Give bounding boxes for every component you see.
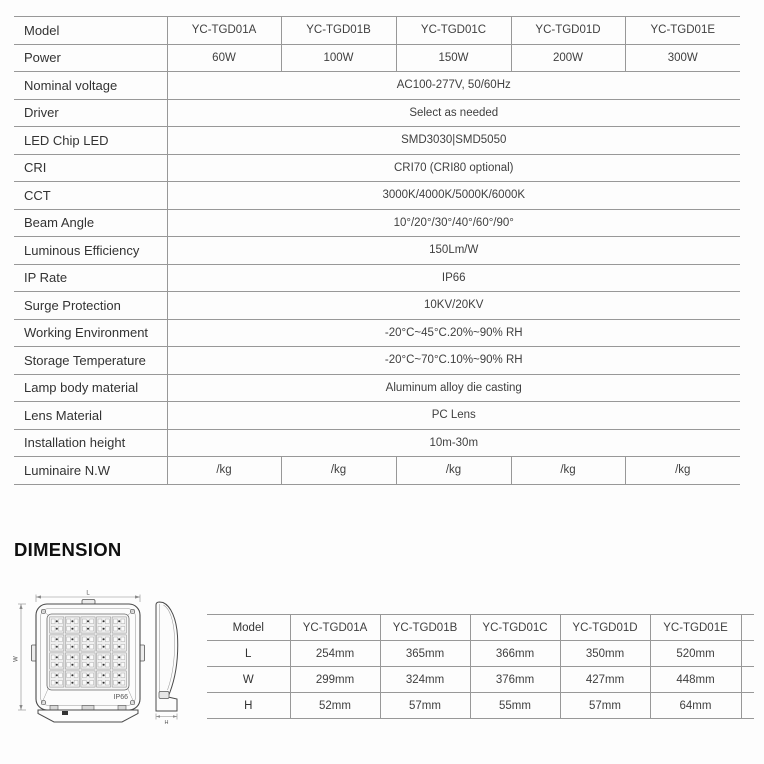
- spec-merged-value: 10°/20°/30°/40°/60°/90°: [167, 209, 740, 237]
- spec-value: /kg: [396, 457, 511, 485]
- spec-merged-value: Aluminum alloy die casting: [167, 374, 740, 402]
- dim-value: 520mm: [650, 641, 741, 667]
- spec-label: Lamp body material: [14, 374, 167, 402]
- spec-row-cri: [14, 154, 740, 182]
- spec-label: IP Rate: [14, 264, 167, 292]
- spec-row-nominal-voltage: [14, 72, 740, 100]
- spec-table: [14, 16, 740, 485]
- spec-merged-value: PC Lens: [167, 402, 740, 430]
- spec-label: Luminaire N.W: [14, 457, 167, 485]
- spec-row-cct: [14, 182, 740, 210]
- dim-row-height: [207, 693, 754, 719]
- spec-row-luminous-efficiency: [14, 237, 740, 265]
- dim-header-value: YC-TGD01D: [560, 615, 650, 641]
- spec-label: Installation height: [14, 429, 167, 457]
- dimension-table: [207, 614, 754, 719]
- dim-row-length: [207, 641, 754, 667]
- spec-row-surge-protection: [14, 292, 740, 320]
- spec-row-model: [14, 17, 740, 45]
- dim-spacer-cell: [741, 641, 754, 667]
- spec-value: YC-TGD01C: [396, 17, 511, 45]
- spec-label: Working Environment: [14, 319, 167, 347]
- dim-header-row: [207, 615, 754, 641]
- spec-label: Lens Material: [14, 402, 167, 430]
- dim-value: 57mm: [560, 693, 650, 719]
- spec-value: 300W: [625, 44, 740, 72]
- spec-label: Beam Angle: [14, 209, 167, 237]
- dim-value: 324mm: [380, 667, 470, 693]
- spec-row-driver: [14, 99, 740, 127]
- spec-merged-value: AC100-277V, 50/60Hz: [167, 72, 740, 100]
- floodlight-drawing: [10, 588, 210, 764]
- dim-value: 64mm: [650, 693, 741, 719]
- spec-row-installation-height: [14, 429, 740, 457]
- dim-value: 254mm: [290, 641, 380, 667]
- spec-row-working-environment: [14, 319, 740, 347]
- dim-header-value: YC-TGD01A: [290, 615, 380, 641]
- dim-value: 365mm: [380, 641, 470, 667]
- spec-row-lens-material: [14, 402, 740, 430]
- dim-header-label: Model: [207, 615, 290, 641]
- spec-merged-value: Select as needed: [167, 99, 740, 127]
- floodlight-front-view: [32, 600, 145, 723]
- spec-label: Luminous Efficiency: [14, 237, 167, 265]
- spec-value: YC-TGD01D: [511, 17, 625, 45]
- spec-label: Driver: [14, 99, 167, 127]
- spec-value: /kg: [167, 457, 281, 485]
- spec-row-lamp-body-material: [14, 374, 740, 402]
- spec-merged-value: 10m-30m: [167, 429, 740, 457]
- dim-value: 55mm: [470, 693, 560, 719]
- dim-spacer-cell: [741, 693, 754, 719]
- spec-row-ip-rate: [14, 264, 740, 292]
- spec-value: 200W: [511, 44, 625, 72]
- spec-label: Storage Temperature: [14, 347, 167, 375]
- dim-value: 299mm: [290, 667, 380, 693]
- spec-value: 150W: [396, 44, 511, 72]
- spec-merged-value: 150Lm/W: [167, 237, 740, 265]
- spec-label: LED Chip LED: [14, 127, 167, 155]
- dim-spacer-cell: [741, 615, 754, 641]
- spec-merged-value: 3000K/4000K/5000K/6000K: [167, 182, 740, 210]
- dim-row-label: W: [207, 667, 290, 693]
- width-dimension-label: W: [13, 656, 20, 662]
- height-dimension-label: H: [164, 720, 169, 726]
- spec-value: 60W: [167, 44, 281, 72]
- dim-spacer-cell: [741, 667, 754, 693]
- spec-row-storage-temperature: [14, 347, 740, 375]
- dim-header-value: YC-TGD01E: [650, 615, 741, 641]
- spec-row-power: [14, 44, 740, 72]
- width-dimension: [14, 604, 27, 710]
- spec-value: YC-TGD01B: [281, 17, 396, 45]
- spec-merged-value: CRI70 (CRI80 optional): [167, 154, 740, 182]
- dimension-heading: DIMENSION: [14, 539, 122, 560]
- dim-value: 52mm: [290, 693, 380, 719]
- dim-value: 350mm: [560, 641, 650, 667]
- spec-label: Surge Protection: [14, 292, 167, 320]
- spec-value: YC-TGD01E: [625, 17, 740, 45]
- spec-value: 100W: [281, 44, 396, 72]
- spec-value: YC-TGD01A: [167, 17, 281, 45]
- dim-header-value: YC-TGD01C: [470, 615, 560, 641]
- dim-value: 448mm: [650, 667, 741, 693]
- dim-value: 366mm: [470, 641, 560, 667]
- spec-label: CRI: [14, 154, 167, 182]
- spec-row-led-chip: [14, 127, 740, 155]
- floodlight-side-view: [156, 602, 178, 726]
- dim-row-label: L: [207, 641, 290, 667]
- ip66-marking: IP66: [113, 694, 128, 701]
- spec-merged-value: -20°C~70°C.10%~90% RH: [167, 347, 740, 375]
- led-module-grid: [49, 616, 127, 688]
- dim-value: 427mm: [560, 667, 650, 693]
- spec-label: CCT: [14, 182, 167, 210]
- spec-value: /kg: [281, 457, 396, 485]
- dim-row-label: H: [207, 693, 290, 719]
- spec-merged-value: IP66: [167, 264, 740, 292]
- spec-value: /kg: [511, 457, 625, 485]
- spec-value: /kg: [625, 457, 740, 485]
- dim-value: 57mm: [380, 693, 470, 719]
- spec-row-beam-angle: [14, 209, 740, 237]
- spec-label: Power: [14, 44, 167, 72]
- spec-label: Nominal voltage: [14, 72, 167, 100]
- length-dimension-label: L: [86, 590, 90, 597]
- mounting-bracket: [38, 710, 138, 722]
- spec-merged-value: 10KV/20KV: [167, 292, 740, 320]
- spec-label: Model: [14, 17, 167, 45]
- dim-value: 376mm: [470, 667, 560, 693]
- dim-row-width: [207, 667, 754, 693]
- spec-row-luminaire-nw: [14, 457, 740, 485]
- spec-merged-value: SMD3030|SMD5050: [167, 127, 740, 155]
- dim-header-value: YC-TGD01B: [380, 615, 470, 641]
- spec-merged-value: -20°C~45°C.20%~90% RH: [167, 319, 740, 347]
